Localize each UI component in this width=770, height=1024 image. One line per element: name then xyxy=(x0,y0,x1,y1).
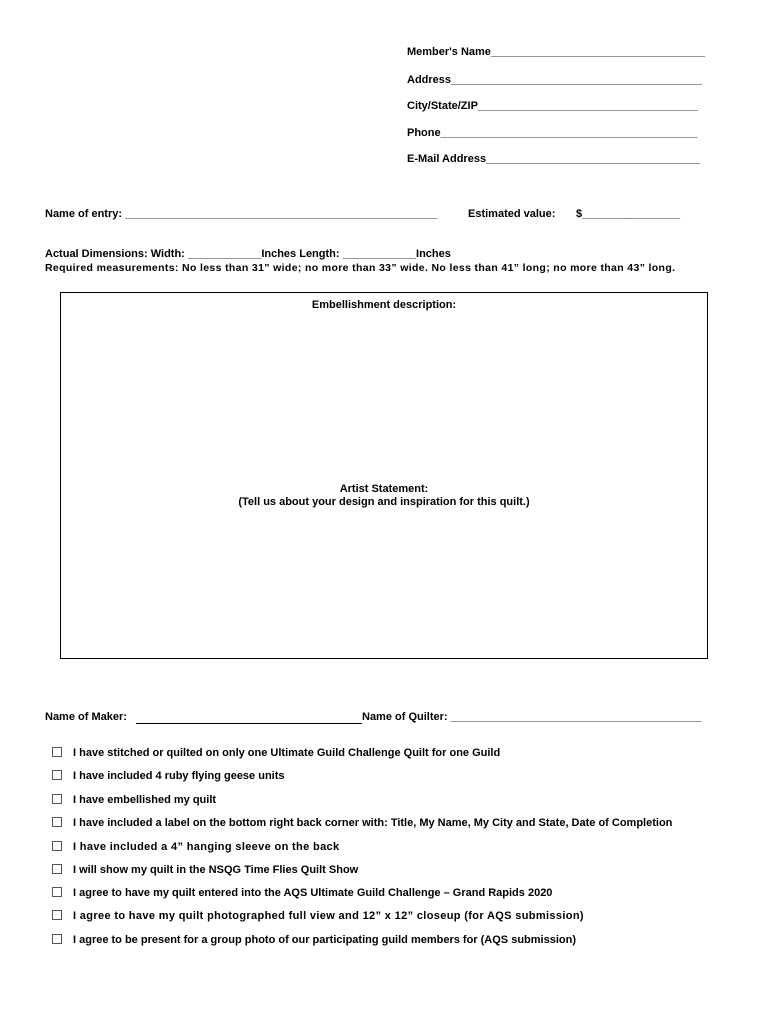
maker-name-label: Name of Maker: xyxy=(45,711,127,723)
checkbox[interactable] xyxy=(52,910,62,920)
checkbox[interactable] xyxy=(52,864,62,874)
checklist-item-label: I have stitched or quilted on only one Ultimate Guild Challenge Quilt for one Guild xyxy=(73,747,501,759)
artist-statement-subtitle: (Tell us about your design and inspiration for this quilt.) xyxy=(238,496,530,508)
phone-field[interactable]: Phone__________________________________________ xyxy=(407,127,698,139)
city-state-zip-field[interactable]: City/State/ZIP____________________________________ xyxy=(407,100,699,112)
checklist-item-label: I agree to be present for a group photo of our participating guild members for (AQS submission) xyxy=(73,934,576,946)
checkbox[interactable] xyxy=(52,841,62,851)
estimated-value-field[interactable]: $________________ xyxy=(576,208,681,220)
checklist-item-label: I have included a 4” hanging sleeve on the back xyxy=(73,841,340,853)
checklist-item-label: I have included 4 ruby flying geese units xyxy=(73,770,285,782)
checklist-item-label: I agree to have my quilt entered into the AQS Ultimate Guild Challenge – Grand Rapids 2020 xyxy=(73,887,553,899)
email-field[interactable]: E-Mail Address___________________________________ xyxy=(407,153,701,165)
entry-name-field[interactable]: Name of entry: ___________________________________________________ xyxy=(45,208,438,220)
actual-dimensions-field[interactable]: Actual Dimensions: Width: ____________Inches Length: ____________Inches xyxy=(45,248,451,260)
checklist-item-label: I will show my quilt in the NSQG Time Flies Quilt Show xyxy=(73,864,359,876)
artist-statement-title: Artist Statement: xyxy=(339,483,429,495)
checkbox[interactable] xyxy=(52,934,62,944)
checkbox[interactable] xyxy=(52,817,62,827)
maker-name-line[interactable] xyxy=(136,723,362,724)
embellishment-description-label: Embellishment description: xyxy=(311,299,457,311)
estimated-value-label: Estimated value: xyxy=(468,208,556,220)
checklist-item-label: I have embellished my quilt xyxy=(73,794,217,806)
checklist-item-label: I agree to have my quilt photographed full view and 12” x 12” closeup (for AQS submission) xyxy=(73,910,584,922)
checkbox[interactable] xyxy=(52,887,62,897)
member-name-field[interactable]: Member's Name___________________________________ xyxy=(407,46,706,58)
checkbox[interactable] xyxy=(52,747,62,757)
checklist-item-label: I have included a label on the bottom right back corner with: Title, My Name, My City and State, Date of Completion xyxy=(73,817,673,829)
required-measurements-note: Required measurements: No less than 31” wide; no more than 33” wide. No less than 41” long; no more than 43” long. xyxy=(45,262,676,274)
quilter-name-field[interactable]: Name of Quilter: _________________________________________ xyxy=(362,711,702,723)
checkbox[interactable] xyxy=(52,794,62,804)
checkbox[interactable] xyxy=(52,770,62,780)
address-field[interactable]: Address_________________________________________ xyxy=(407,74,702,86)
description-box[interactable] xyxy=(60,292,708,659)
